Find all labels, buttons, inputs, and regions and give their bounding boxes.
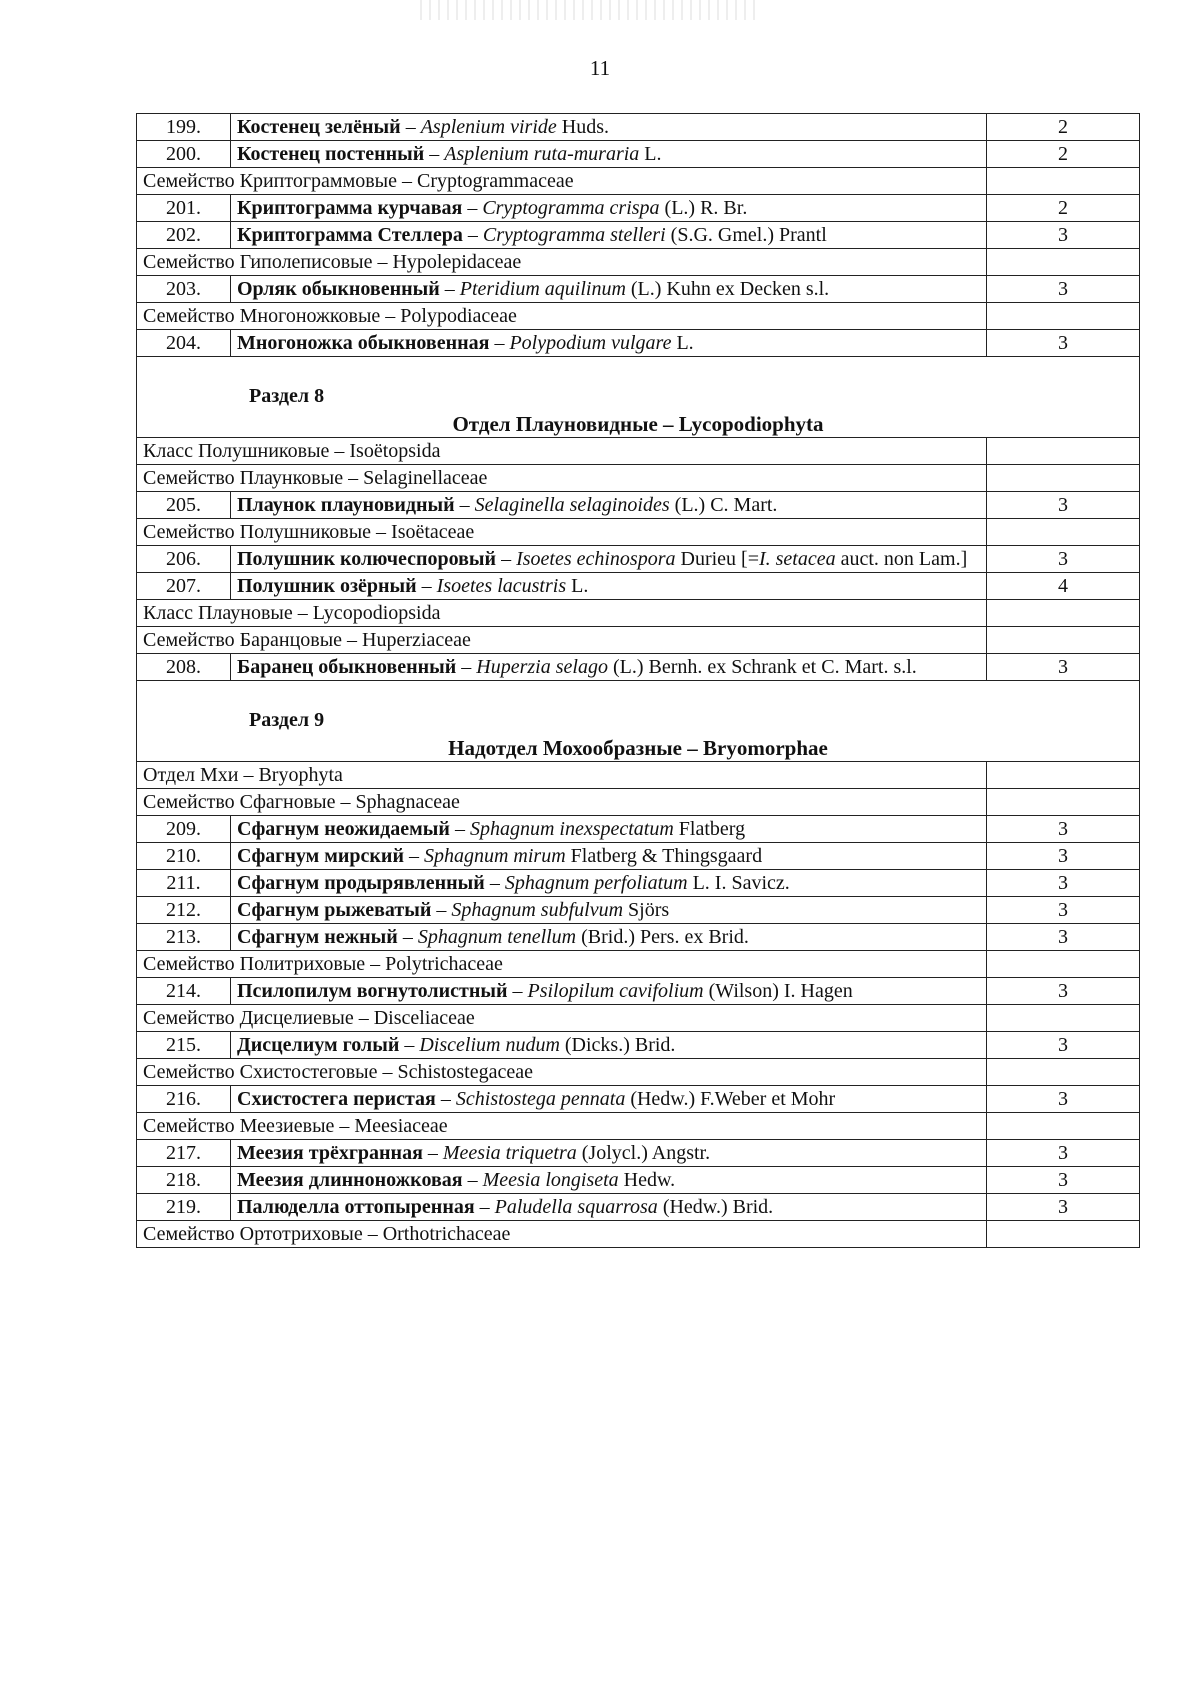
latin-name: Meesia triquetra: [442, 1142, 577, 1164]
russian-name: Костенец постенный: [237, 143, 425, 165]
species-row: [137, 546, 1140, 573]
family-name: Класс Полушниковые – Isoëtopsida: [137, 438, 987, 465]
author-citation: (Dicks.) Brid.: [559, 1034, 676, 1056]
section-label: Раздел 8: [249, 385, 325, 407]
category-value: 3: [987, 1032, 1140, 1059]
russian-name: Полушник колючеспоровый: [237, 548, 497, 570]
category-value: 2: [987, 195, 1140, 222]
latin-name: Cryptogramma stelleri: [482, 224, 666, 246]
species-number: 213.: [137, 924, 231, 951]
category-cell-empty: [987, 1221, 1140, 1248]
dash-separator: –: [431, 899, 452, 921]
species-row: [137, 978, 1140, 1005]
russian-name: Сфагнум неожидаемый: [237, 818, 450, 840]
species-name: [231, 1194, 987, 1221]
species-row: [137, 330, 1140, 357]
species-row: [137, 843, 1140, 870]
species-name: [231, 870, 987, 897]
latin-name: Polypodium vulgare: [509, 332, 672, 354]
category-cell-empty: [987, 303, 1140, 330]
family-row: [137, 1059, 1140, 1086]
author-citation: L. I. Savicz.: [687, 872, 790, 894]
russian-name: Полушник озёрный: [237, 575, 417, 597]
category-value: 3: [987, 276, 1140, 303]
species-table: [136, 113, 1140, 1248]
dash-separator: –: [484, 872, 505, 894]
russian-name: Баранец обыкновенный: [237, 656, 457, 678]
family-row: [137, 249, 1140, 276]
species-number: 200.: [137, 141, 231, 168]
dash-separator: –: [449, 818, 470, 840]
category-value: 3: [987, 924, 1140, 951]
species-number: 203.: [137, 276, 231, 303]
author-citation: (S.G. Gmel.) Prantl: [665, 224, 827, 246]
page-number: 11: [589, 56, 611, 80]
family-name: Семейство Схистостеговые – Schistostegaceae: [137, 1059, 987, 1086]
species-row: [137, 897, 1140, 924]
category-value: 2: [987, 114, 1140, 141]
category-value: 3: [987, 978, 1140, 1005]
dash-separator: –: [454, 494, 475, 516]
russian-name: Сфагнум нежный: [237, 926, 398, 948]
species-row: [137, 276, 1140, 303]
species-name: [231, 654, 987, 681]
species-name: [231, 978, 987, 1005]
russian-name: Дисцелиум голый: [237, 1034, 400, 1056]
section-row: [137, 357, 1140, 438]
family-row: [137, 1113, 1140, 1140]
species-name: [231, 1167, 987, 1194]
dash-separator: –: [462, 197, 483, 219]
russian-name: Плаунок плауновидный: [237, 494, 455, 516]
latin-name: Isoetes echinospora: [516, 548, 676, 570]
author-citation: Flatberg: [673, 818, 746, 840]
category-cell-empty: [987, 465, 1140, 492]
species-name: [231, 492, 987, 519]
species-row: [137, 924, 1140, 951]
species-number: 216.: [137, 1086, 231, 1113]
author-citation: Durieu [=: [675, 548, 759, 570]
dash-separator: –: [462, 224, 483, 246]
family-name: Семейство Ортотриховые – Orthotrichaceae: [137, 1221, 987, 1248]
family-name: Семейство Гиполеписовые – Hypolepidaceae: [137, 249, 987, 276]
dash-separator: –: [439, 278, 460, 300]
section-label: Раздел 9: [249, 709, 325, 731]
species-row: [137, 1194, 1140, 1221]
section-title: Надотдел Мохообразные – Bryomorphae: [448, 736, 828, 760]
species-number: 217.: [137, 1140, 231, 1167]
family-name: Класс Плауновые – Lycopodiopsida: [137, 600, 987, 627]
category-value: 3: [987, 654, 1140, 681]
family-name: Семейство Многоножковые – Polypodiaceae: [137, 303, 987, 330]
russian-name: Костенец зелёный: [237, 116, 401, 138]
species-number: 201.: [137, 195, 231, 222]
category-value: 3: [987, 546, 1140, 573]
latin-name: Psilopilum cavifolium: [527, 980, 704, 1002]
family-row: [137, 762, 1140, 789]
species-number: 199.: [137, 114, 231, 141]
category-cell-empty: [987, 627, 1140, 654]
species-number: 209.: [137, 816, 231, 843]
category-value: 3: [987, 1167, 1140, 1194]
family-row: [137, 1221, 1140, 1248]
category-value: 3: [987, 843, 1140, 870]
family-row: [137, 465, 1140, 492]
category-value: 3: [987, 492, 1140, 519]
author-citation: Hedw.: [618, 1169, 676, 1191]
author-citation: L.: [639, 143, 662, 165]
species-row: [137, 114, 1140, 141]
category-value: 3: [987, 330, 1140, 357]
species-table-body: [137, 114, 1140, 1248]
author-citation: (Wilson) I. Hagen: [703, 980, 853, 1002]
dash-separator: –: [496, 548, 517, 570]
latin-name: Selaginella selaginoides: [474, 494, 670, 516]
family-name: Семейство Меезиевые – Meesiaceae: [137, 1113, 987, 1140]
latin-name: Asplenium viride: [420, 116, 557, 138]
russian-name: Сфагнум мирский: [237, 845, 404, 867]
category-value: 3: [987, 870, 1140, 897]
russian-name: Меезия трёхгранная: [237, 1142, 423, 1164]
category-value: 2: [987, 141, 1140, 168]
latin-name: Sphagnum subfulvum: [451, 899, 624, 921]
latin-name: Meesia longiseta: [482, 1169, 619, 1191]
family-name: Семейство Баранцовые – Huperziaceae: [137, 627, 987, 654]
family-row: [137, 303, 1140, 330]
species-row: [137, 141, 1140, 168]
species-row: [137, 195, 1140, 222]
species-name: [231, 195, 987, 222]
russian-name: Схистостега перистая: [237, 1088, 436, 1110]
section-row: [137, 681, 1140, 762]
species-number: 207.: [137, 573, 231, 600]
category-value: 3: [987, 1140, 1140, 1167]
author-citation: L.: [566, 575, 589, 597]
species-row: [137, 222, 1140, 249]
dash-separator: –: [435, 1088, 456, 1110]
family-name: Семейство Сфагновые – Sphagnaceae: [137, 789, 987, 816]
family-row: [137, 789, 1140, 816]
family-row: [137, 438, 1140, 465]
category-value: 3: [987, 897, 1140, 924]
dash-separator: –: [456, 656, 477, 678]
category-value: 3: [987, 222, 1140, 249]
species-name: [231, 546, 987, 573]
species-name: [231, 276, 987, 303]
author-citation: (Jolycl.) Angstr.: [576, 1142, 711, 1164]
species-number: 219.: [137, 1194, 231, 1221]
family-name: Отдел Мхи – Bryophyta: [137, 762, 987, 789]
category-cell-empty: [987, 1059, 1140, 1086]
species-name: [231, 843, 987, 870]
species-row: [137, 573, 1140, 600]
species-name: [231, 141, 987, 168]
species-number: 211.: [137, 870, 231, 897]
dash-separator: –: [489, 332, 510, 354]
species-number: 206.: [137, 546, 231, 573]
category-cell-empty: [987, 249, 1140, 276]
species-number: 212.: [137, 897, 231, 924]
russian-name: Псилопилум вогнутолистный: [237, 980, 508, 1002]
russian-name: Орляк обыкновенный: [237, 278, 440, 300]
russian-name: Меезия длинноножковая: [237, 1169, 463, 1191]
species-row: [137, 492, 1140, 519]
latin-name: Sphagnum tenellum: [417, 926, 577, 948]
category-value: 3: [987, 1086, 1140, 1113]
latin-name: Sphagnum inexspectatum: [469, 818, 674, 840]
author-citation: L.: [671, 332, 694, 354]
category-cell-empty: [987, 168, 1140, 195]
species-name: [231, 222, 987, 249]
family-row: [137, 168, 1140, 195]
category-value: 4: [987, 573, 1140, 600]
dash-separator: –: [397, 926, 418, 948]
category-cell-empty: [987, 600, 1140, 627]
author-citation: Huds.: [556, 116, 610, 138]
category-value: 3: [987, 816, 1140, 843]
latin-name: Asplenium ruta-muraria: [444, 143, 640, 165]
synonym-author: auct. non Lam.]: [835, 548, 968, 570]
family-name: Семейство Криптограммовые – Cryptogrammaceae: [137, 168, 987, 195]
russian-name: Многоножка обыкновенная: [237, 332, 490, 354]
family-name: Семейство Плаунковые – Selaginellaceae: [137, 465, 987, 492]
category-cell-empty: [987, 519, 1140, 546]
family-row: [137, 519, 1140, 546]
species-row: [137, 1086, 1140, 1113]
species-name: [231, 897, 987, 924]
section-header: [137, 681, 1140, 762]
latin-name: Sphagnum perfoliatum: [504, 872, 688, 894]
species-row: [137, 654, 1140, 681]
latin-name: Cryptogramma crispa: [482, 197, 660, 219]
dash-separator: –: [399, 1034, 420, 1056]
family-name: Семейство Дисцелиевые – Disceliaceae: [137, 1005, 987, 1032]
species-name: [231, 1140, 987, 1167]
category-cell-empty: [987, 789, 1140, 816]
latin-name: Schistostega pennata: [455, 1088, 626, 1110]
dash-separator: –: [474, 1196, 495, 1218]
dash-separator: –: [416, 575, 437, 597]
family-name: Семейство Полушниковые – Isoëtaceae: [137, 519, 987, 546]
species-row: [137, 816, 1140, 843]
category-cell-empty: [987, 438, 1140, 465]
species-name: [231, 816, 987, 843]
scan-artifact: [420, 0, 760, 20]
russian-name: Криптограмма Стеллера: [237, 224, 463, 246]
species-row: [137, 1140, 1140, 1167]
section-header: [137, 357, 1140, 438]
russian-name: Палюделла оттопыренная: [237, 1196, 475, 1218]
category-cell-empty: [987, 1005, 1140, 1032]
author-citation: (L.) R. Br.: [659, 197, 748, 219]
category-cell-empty: [987, 762, 1140, 789]
species-name: [231, 1032, 987, 1059]
dash-separator: –: [400, 116, 421, 138]
species-number: 214.: [137, 978, 231, 1005]
author-citation: (L.) Kuhn ex Decken s.l.: [625, 278, 830, 300]
author-citation: (Hedw.) Brid.: [657, 1196, 774, 1218]
family-name: Семейство Политриховые – Polytrichaceae: [137, 951, 987, 978]
category-cell-empty: [987, 951, 1140, 978]
latin-name: Discelium nudum: [419, 1034, 560, 1056]
species-name: [231, 924, 987, 951]
family-row: [137, 951, 1140, 978]
author-citation: Sjörs: [623, 899, 670, 921]
species-row: [137, 870, 1140, 897]
latin-name: Sphagnum mirum: [423, 845, 566, 867]
family-row: [137, 627, 1140, 654]
dash-separator: –: [403, 845, 424, 867]
author-citation: (Brid.) Pers. ex Brid.: [576, 926, 749, 948]
russian-name: Сфагнум продырявленный: [237, 872, 485, 894]
author-citation: Flatberg & Thingsgaard: [565, 845, 763, 867]
species-number: 205.: [137, 492, 231, 519]
species-row: [137, 1167, 1140, 1194]
author-citation: (L.) Bernh. ex Schrank et C. Mart. s.l.: [607, 656, 917, 678]
species-number: 202.: [137, 222, 231, 249]
species-name: [231, 573, 987, 600]
russian-name: Криптограмма курчавая: [237, 197, 463, 219]
dash-separator: –: [462, 1169, 483, 1191]
species-name: [231, 1086, 987, 1113]
species-name: [231, 114, 987, 141]
species-number: 218.: [137, 1167, 231, 1194]
category-cell-empty: [987, 1113, 1140, 1140]
russian-name: Сфагнум рыжеватый: [237, 899, 432, 921]
species-name: [231, 330, 987, 357]
latin-name: Paludella squarrosa: [494, 1196, 658, 1218]
dash-separator: –: [424, 143, 445, 165]
species-number: 204.: [137, 330, 231, 357]
section-title: Отдел Плауновидные – Lycopodiophyta: [452, 412, 824, 436]
latin-name: Pteridium aquilinum: [459, 278, 626, 300]
family-row: [137, 1005, 1140, 1032]
author-citation: (L.) C. Mart.: [669, 494, 778, 516]
category-value: 3: [987, 1194, 1140, 1221]
latin-name: Huperzia selago: [476, 656, 608, 678]
synonym-latin-name: I. setacea: [758, 548, 836, 570]
species-number: 215.: [137, 1032, 231, 1059]
dash-separator: –: [507, 980, 528, 1002]
family-row: [137, 600, 1140, 627]
author-citation: (Hedw.) F.Weber et Mohr: [625, 1088, 836, 1110]
species-number: 210.: [137, 843, 231, 870]
species-number: 208.: [137, 654, 231, 681]
latin-name: Isoetes lacustris: [436, 575, 567, 597]
species-row: [137, 1032, 1140, 1059]
dash-separator: –: [422, 1142, 443, 1164]
